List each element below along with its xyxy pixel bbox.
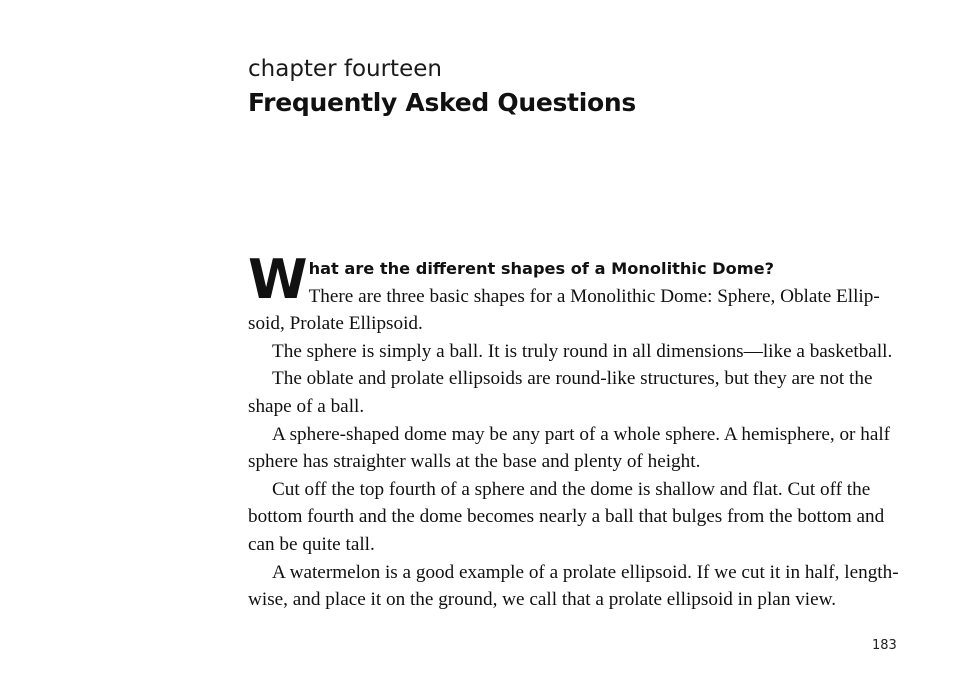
paragraph-4: A sphere-shaped dome may be any part of a whole sphere. A hemisphere, or half sphere has straighter walls at the base and plenty of height. [248,423,891,473]
paragraph-5: Cut off the top fourth of a sphere and the dome is shallow and flat. Cut off the bottom fourth and the dome becomes nearly a ball that bulges from the bottom and can be quite tall. [248,478,885,555]
paragraph-2: The sphere is simply a ball. It is truly round in all dimensions—like a basketball. [272,340,893,362]
paragraph-6: A watermelon is a good example of a prolate ellipsoid. If we cut it in half, lengthwise, and place it on the ground, we call that a prolate ellipsoid in plan view. [248,561,899,611]
chapter-label: chapter fourteen [248,56,442,82]
paragraph-3: The oblate and prolate ellipsoids are round-like structures, but they are not the shape of a ball. [248,368,873,417]
drop-cap: W [248,248,307,311]
paragraph-1: There are three basic shapes for a Monolithic Dome: Sphere, Oblate Ellipsoid, Prolate Ellipsoid. [248,285,880,335]
page-number: 183 [872,638,897,653]
chapter-title: Frequently Asked Questions [248,88,636,117]
faq-section [248,248,900,614]
question-heading: hat are the different shapes of a Monolithic Dome? [308,259,774,278]
